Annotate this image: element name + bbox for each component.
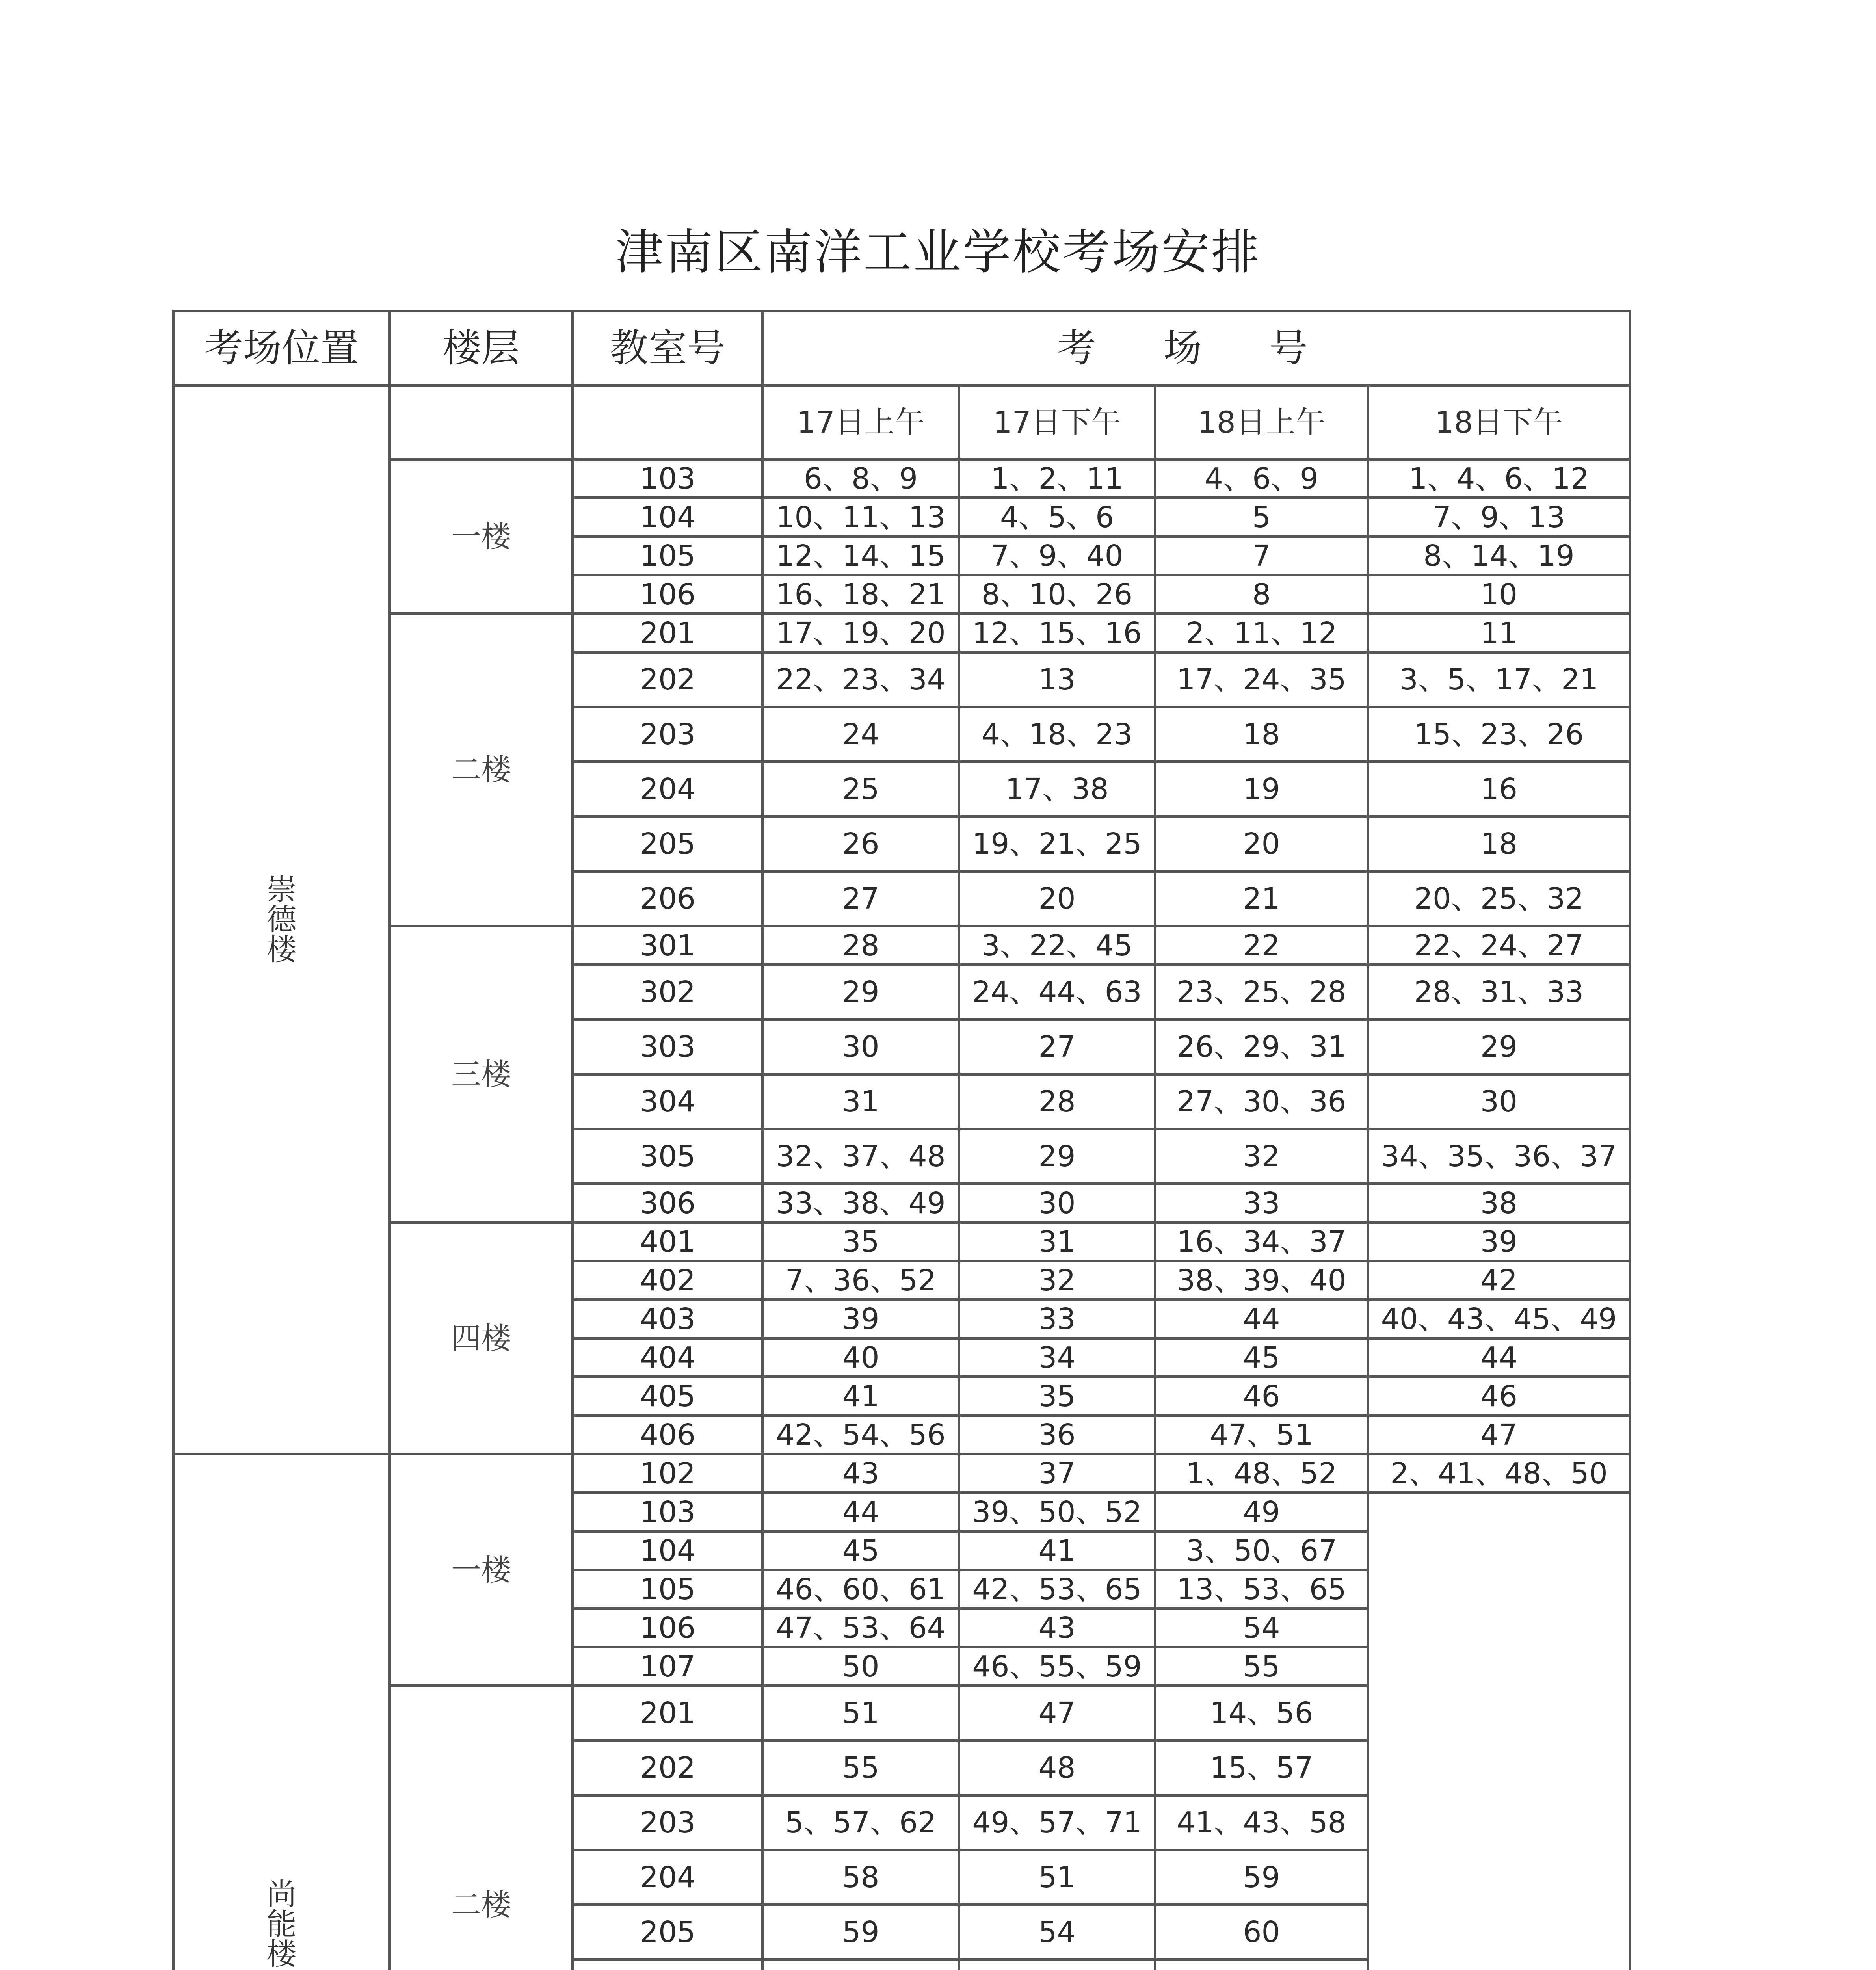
exam-cell: 41、43、58 xyxy=(1155,1795,1368,1850)
exam-cell xyxy=(763,1960,959,1970)
header-location: 考场位置 xyxy=(174,311,390,385)
exam-cell: 31 xyxy=(763,1074,959,1129)
exam-cell: 4、18、23 xyxy=(959,707,1155,762)
room-number-cell: 104 xyxy=(573,1531,763,1570)
exam-cell: 33 xyxy=(959,1300,1155,1338)
exam-cell: 43 xyxy=(763,1454,959,1493)
exam-cell: 17、38 xyxy=(959,762,1155,817)
exam-cell: 19、21、25 xyxy=(959,817,1155,872)
building-cell-1 xyxy=(174,1454,390,1970)
exam-cell: 39 xyxy=(1368,1223,1630,1261)
floor-cell: 一楼 xyxy=(390,459,573,614)
slot-header-floor-blank xyxy=(390,385,573,459)
exam-cell xyxy=(1155,1960,1368,1970)
slot-header-2: 18日上午 xyxy=(1155,385,1368,459)
exam-cell: 30 xyxy=(1368,1074,1630,1129)
room-number-cell: 402 xyxy=(573,1261,763,1300)
room-number-cell: 202 xyxy=(573,1741,763,1795)
exam-cell: 5 xyxy=(1155,498,1368,537)
exam-cell: 8 xyxy=(1155,575,1368,614)
slot-header-row xyxy=(174,385,1630,459)
exam-cell: 35 xyxy=(959,1377,1155,1416)
exam-cell: 29 xyxy=(959,1129,1155,1184)
exam-cell: 28 xyxy=(763,926,959,965)
room-number-cell: 203 xyxy=(573,1795,763,1850)
exam-cell: 13、53、65 xyxy=(1155,1570,1368,1609)
room-number-cell: 204 xyxy=(573,762,763,817)
room-number-cell: 106 xyxy=(573,1609,763,1647)
exam-cell: 55 xyxy=(763,1741,959,1795)
exam-cell: 39 xyxy=(763,1300,959,1338)
exam-cell: 49、57、71 xyxy=(959,1795,1155,1850)
exam-cell: 15、23、26 xyxy=(1368,707,1630,762)
exam-cell: 44 xyxy=(1155,1300,1368,1338)
table-row xyxy=(174,459,1630,498)
room-number-cell: 105 xyxy=(573,537,763,575)
exam-cell: 23、25、28 xyxy=(1155,965,1368,1020)
building-char: 德 xyxy=(266,902,297,937)
exam-cell: 34 xyxy=(959,1338,1155,1377)
exam-cell xyxy=(959,1960,1155,1970)
room-number-cell: 305 xyxy=(573,1129,763,1184)
exam-cell: 1、4、6、12 xyxy=(1368,459,1630,498)
exam-cell: 3、50、67 xyxy=(1155,1531,1368,1570)
exam-cell: 59 xyxy=(763,1905,959,1960)
room-number-cell: 104 xyxy=(573,498,763,537)
exam-cell: 12、14、15 xyxy=(763,537,959,575)
slot-header-0: 17日上午 xyxy=(763,385,959,459)
exam-cell: 45 xyxy=(763,1531,959,1570)
exam-cell: 54 xyxy=(959,1905,1155,1960)
exam-cell: 51 xyxy=(959,1850,1155,1905)
exam-cell: 31 xyxy=(959,1223,1155,1261)
room-number-cell: 205 xyxy=(573,817,763,872)
room-number-cell: 102 xyxy=(573,1454,763,1493)
exam-cell: 28、31、33 xyxy=(1368,965,1630,1020)
room-number-cell: 201 xyxy=(573,614,763,652)
exam-cell: 47、53、64 xyxy=(763,1609,959,1647)
table-row xyxy=(174,614,1630,652)
exam-cell: 27 xyxy=(959,1020,1155,1074)
exam-cell: 50 xyxy=(763,1647,959,1686)
exam-cell: 12、15、16 xyxy=(959,614,1155,652)
exam-cell: 7、9、13 xyxy=(1368,498,1630,537)
exam-cell: 44 xyxy=(1368,1338,1630,1377)
room-number-cell: 105 xyxy=(573,1570,763,1609)
exam-cell: 44 xyxy=(763,1493,959,1531)
room-number-cell: 205 xyxy=(573,1905,763,1960)
exam-cell: 38 xyxy=(1368,1184,1630,1223)
exam-cell: 29 xyxy=(763,965,959,1020)
exam-cell: 36 xyxy=(959,1416,1155,1454)
exam-cell: 33 xyxy=(1155,1184,1368,1223)
exam-cell: 22 xyxy=(1155,926,1368,965)
exam-cell: 18 xyxy=(1155,707,1368,762)
exam-cell: 46 xyxy=(1368,1377,1630,1416)
exam-cell: 47、51 xyxy=(1155,1416,1368,1454)
exam-cell: 10 xyxy=(1368,575,1630,614)
exam-cell: 19 xyxy=(1155,762,1368,817)
exam-cell: 3、5、17、21 xyxy=(1368,652,1630,707)
room-number-cell: 301 xyxy=(573,926,763,965)
exam-cell: 47 xyxy=(959,1686,1155,1741)
exam-cell: 60 xyxy=(1155,1905,1368,1960)
exam-cell: 27、30、36 xyxy=(1155,1074,1368,1129)
exam-cell: 49 xyxy=(1155,1493,1368,1531)
exam-cell: 30 xyxy=(959,1184,1155,1223)
room-number-cell: 302 xyxy=(573,965,763,1020)
exam-cell: 16、18、21 xyxy=(763,575,959,614)
slot-header-room-blank xyxy=(573,385,763,459)
slot-header-3: 18日下午 xyxy=(1368,385,1630,459)
exam-cell: 24、44、63 xyxy=(959,965,1155,1020)
exam-cell: 40 xyxy=(763,1338,959,1377)
exam-cell: 32、37、48 xyxy=(763,1129,959,1184)
exam-cell: 25 xyxy=(763,762,959,817)
exam-cell: 40、43、45、49 xyxy=(1368,1300,1630,1338)
exam-cell: 4、5、6 xyxy=(959,498,1155,537)
exam-cell: 17、19、20 xyxy=(763,614,959,652)
floor-cell: 二楼 xyxy=(390,1686,573,1970)
exam-cell: 7、36、52 xyxy=(763,1261,959,1300)
room-number-cell: 203 xyxy=(573,707,763,762)
building-char: 能 xyxy=(266,1906,297,1942)
slot-header-1: 17日下午 xyxy=(959,385,1155,459)
room-number-cell: 107 xyxy=(573,1647,763,1686)
exam-cell: 5、57、62 xyxy=(763,1795,959,1850)
blank-merged-cell xyxy=(1368,1493,1630,1970)
exam-cell: 27 xyxy=(763,872,959,926)
exam-cell: 22、24、27 xyxy=(1368,926,1630,965)
exam-cell: 41 xyxy=(959,1531,1155,1570)
room-number-cell: 403 xyxy=(573,1300,763,1338)
floor-cell: 四楼 xyxy=(390,1223,573,1454)
room-number-cell: 103 xyxy=(573,459,763,498)
exam-schedule-table xyxy=(172,310,1631,1970)
exam-cell: 33、38、49 xyxy=(763,1184,959,1223)
exam-cell: 13 xyxy=(959,652,1155,707)
room-number-cell: 106 xyxy=(573,575,763,614)
exam-cell: 51 xyxy=(763,1686,959,1741)
exam-cell: 58 xyxy=(763,1850,959,1905)
exam-cell: 42、54、56 xyxy=(763,1416,959,1454)
exam-cell: 8、10、26 xyxy=(959,575,1155,614)
exam-cell: 16、34、37 xyxy=(1155,1223,1368,1261)
room-number-cell xyxy=(573,1960,763,1970)
exam-cell: 3、22、45 xyxy=(959,926,1155,965)
room-number-cell: 304 xyxy=(573,1074,763,1129)
exam-cell: 18 xyxy=(1368,817,1630,872)
exam-cell: 54 xyxy=(1155,1609,1368,1647)
table-row xyxy=(174,1223,1630,1261)
exam-cell: 26 xyxy=(763,817,959,872)
room-number-cell: 206 xyxy=(573,872,763,926)
exam-cell: 21 xyxy=(1155,872,1368,926)
exam-cell: 20 xyxy=(959,872,1155,926)
exam-cell: 20、25、32 xyxy=(1368,872,1630,926)
room-number-cell: 103 xyxy=(573,1493,763,1531)
exam-cell: 47 xyxy=(1368,1416,1630,1454)
exam-cell: 24 xyxy=(763,707,959,762)
exam-cell: 2、11、12 xyxy=(1155,614,1368,652)
exam-cell: 46 xyxy=(1155,1377,1368,1416)
exam-cell: 42、53、65 xyxy=(959,1570,1155,1609)
exam-cell: 32 xyxy=(1155,1129,1368,1184)
page-title: 津南区南洋工业学校考场安排 xyxy=(615,224,1261,280)
header-row xyxy=(174,311,1630,385)
exam-cell: 43 xyxy=(959,1609,1155,1647)
exam-cell: 8、14、19 xyxy=(1368,537,1630,575)
exam-cell: 39、50、52 xyxy=(959,1493,1155,1531)
exam-cell: 42 xyxy=(1368,1261,1630,1300)
exam-cell: 20 xyxy=(1155,817,1368,872)
schedule-body xyxy=(174,385,1630,1970)
exam-cell: 48 xyxy=(959,1741,1155,1795)
exam-cell: 14、56 xyxy=(1155,1686,1368,1741)
exam-cell: 32 xyxy=(959,1261,1155,1300)
room-number-cell: 405 xyxy=(573,1377,763,1416)
exam-cell: 41 xyxy=(763,1377,959,1416)
building-char: 楼 xyxy=(266,1936,297,1970)
exam-cell: 11 xyxy=(1368,614,1630,652)
exam-cell: 38、39、40 xyxy=(1155,1261,1368,1300)
exam-cell: 16 xyxy=(1368,762,1630,817)
exam-cell: 29 xyxy=(1368,1020,1630,1074)
exam-cell: 37 xyxy=(959,1454,1155,1493)
building-cell-0 xyxy=(174,385,390,1454)
room-number-cell: 404 xyxy=(573,1338,763,1377)
exam-cell: 10、11、13 xyxy=(763,498,959,537)
building-char: 楼 xyxy=(266,932,297,967)
exam-cell: 4、6、9 xyxy=(1155,459,1368,498)
header-floor: 楼层 xyxy=(390,311,573,385)
exam-cell: 22、23、34 xyxy=(763,652,959,707)
floor-cell: 二楼 xyxy=(390,614,573,926)
exam-cell: 7、9、40 xyxy=(959,537,1155,575)
room-number-cell: 202 xyxy=(573,652,763,707)
exam-cell: 1、48、52 xyxy=(1155,1454,1368,1493)
exam-cell: 46、55、59 xyxy=(959,1647,1155,1686)
building-char: 尚 xyxy=(266,1876,297,1912)
header-room: 教室号 xyxy=(573,311,763,385)
floor-cell: 一楼 xyxy=(390,1454,573,1686)
exam-cell: 1、2、11 xyxy=(959,459,1155,498)
exam-cell: 6、8、9 xyxy=(763,459,959,498)
room-number-cell: 401 xyxy=(573,1223,763,1261)
table-row xyxy=(174,926,1630,965)
exam-cell: 55 xyxy=(1155,1647,1368,1686)
exam-cell: 7 xyxy=(1155,537,1368,575)
exam-cell: 2、41、48、50 xyxy=(1368,1454,1630,1493)
header-exam-number: 考 场 号 xyxy=(763,311,1630,385)
exam-cell: 30 xyxy=(763,1020,959,1074)
exam-cell: 45 xyxy=(1155,1338,1368,1377)
exam-cell: 35 xyxy=(763,1223,959,1261)
exam-cell: 26、29、31 xyxy=(1155,1020,1368,1074)
exam-cell: 28 xyxy=(959,1074,1155,1129)
exam-cell: 17、24、35 xyxy=(1155,652,1368,707)
exam-cell: 34、35、36、37 xyxy=(1368,1129,1630,1184)
exam-cell: 59 xyxy=(1155,1850,1368,1905)
floor-cell: 三楼 xyxy=(390,926,573,1223)
exam-cell: 46、60、61 xyxy=(763,1570,959,1609)
exam-cell: 15、57 xyxy=(1155,1741,1368,1795)
table-row xyxy=(174,1454,1630,1493)
building-char: 崇 xyxy=(266,872,297,907)
room-number-cell: 204 xyxy=(573,1850,763,1905)
room-number-cell: 406 xyxy=(573,1416,763,1454)
room-number-cell: 201 xyxy=(573,1686,763,1741)
room-number-cell: 303 xyxy=(573,1020,763,1074)
room-number-cell: 306 xyxy=(573,1184,763,1223)
